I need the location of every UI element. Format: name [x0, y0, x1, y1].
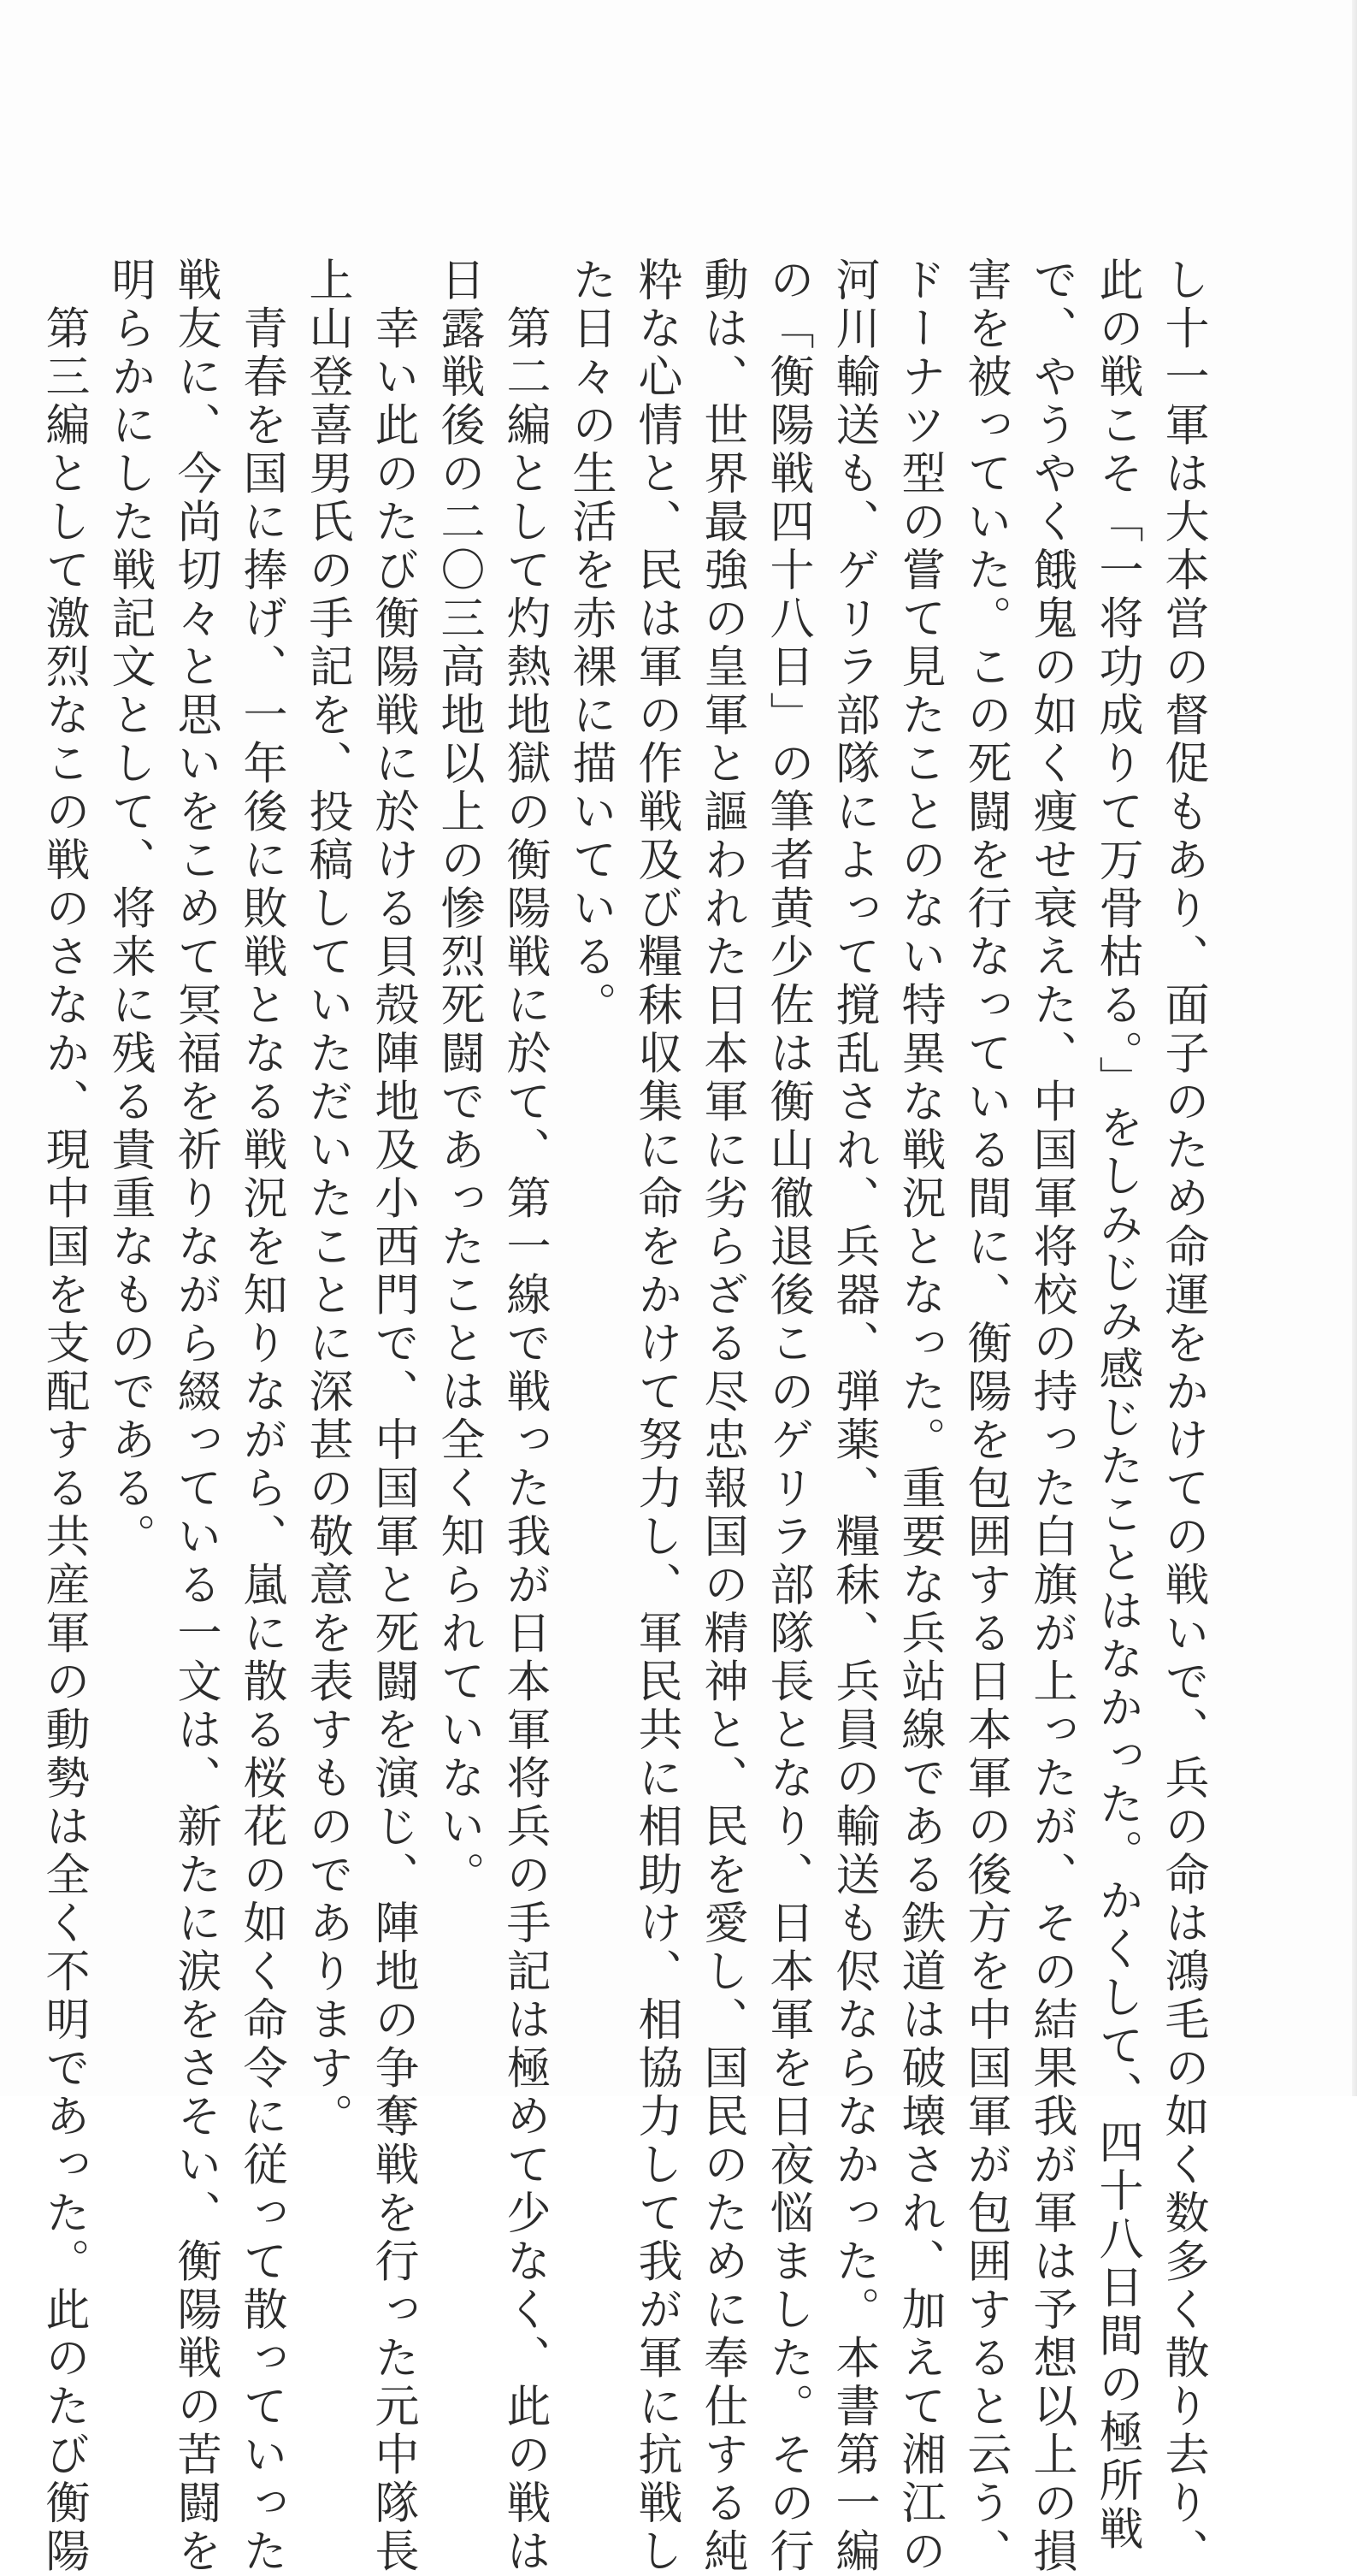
- text-line: た日々の生活を赤裸に描いている。: [564, 257, 616, 1030]
- text-line: 此の戦こそ「一将功成りて万骨枯る。」をしみじみ感じたことはなかった。かくして、四十八日間の極所戦: [1091, 257, 1142, 2554]
- text-line: 明らかにした戦記文として、将来に残る貴重なものである。: [103, 257, 155, 1562]
- text-line: で、やうやく餓鬼の如く痩せ衰えた、中国軍将校の持った白旗が上ったが、その結果我が軍は予想以上の損: [1025, 257, 1077, 2576]
- text-line: 戦友に、今尚切々と思いをこめて冥福を祈りながら綴っている一文は、新たに涙をさそい、衡陽戦の苦闘を: [169, 257, 221, 2576]
- vertical-text-body: [38, 257, 1215, 2576]
- text-line: 動は、世界最強の皇軍と謳われた日本軍に劣らざる尽忠報国の精神と、民を愛し、国民のために奉仕する純: [696, 257, 747, 2576]
- text-line: 粋な心情と、民は軍の作戦及び糧秣収集に命をかけて努力し、軍民共に相助け、相協力して我が軍に抗戦し: [630, 257, 681, 2576]
- text-line: ドーナツ型の嘗て見たことのない特異な戦況となった。重要な兵站線である鉄道は破壊され、加えて湘江の: [894, 257, 945, 2576]
- text-line: し十一軍は大本営の督促もあり、面子のため命運をかけての戦いで、兵の命は鴻毛の如く数多く散り去り、: [1157, 257, 1208, 2576]
- text-line: 青春を国に捧げ、一年後に敗戦となる戦況を知りながら、嵐に散る桜花の如く命令に従って散っていった: [235, 257, 286, 2576]
- text-line: 河川輸送も、ゲリラ部隊によって撹乱され、兵器、弾薬、糧秣、兵員の輸送も侭ならなかった。本書第一編: [828, 257, 879, 2576]
- text-line: 日露戦後の二〇三高地以上の惨烈死闘であったことは全く知られていない。: [433, 257, 484, 1900]
- text-line: 害を被っていた。この死闘を行なっている間に、衡陽を包囲する日本軍の後方を中国軍が包囲すると云う、: [959, 257, 1011, 2576]
- text-line: 幸い此のたび衡陽戦に於ける貝殻陣地及小西門で、中国軍と死闘を演じ、陣地の争奪戦を行った元中隊長: [367, 257, 418, 2576]
- text-line: 上山登喜男氏の手記を、投稿していただいたことに深甚の敬意を表すものであります。: [301, 257, 352, 2142]
- text-line: 第二編として灼熱地獄の衡陽戦に於て、第一線で戦った我が日本軍将兵の手記は極めて少なく、此の戦は: [499, 257, 550, 2576]
- text-line: 第三編として激烈なこの戦のさなか、現中国を支配する共産軍の動勢は全く不明であった。此のたび衡陽: [38, 257, 89, 2576]
- page-edge-shadow: [1352, 0, 1357, 2096]
- text-line: の「衡陽戦四十八日」の筆者黄少佐は衡山徹退後このゲリラ部隊長となり、日本軍を日夜悩ました。その行: [762, 257, 813, 2576]
